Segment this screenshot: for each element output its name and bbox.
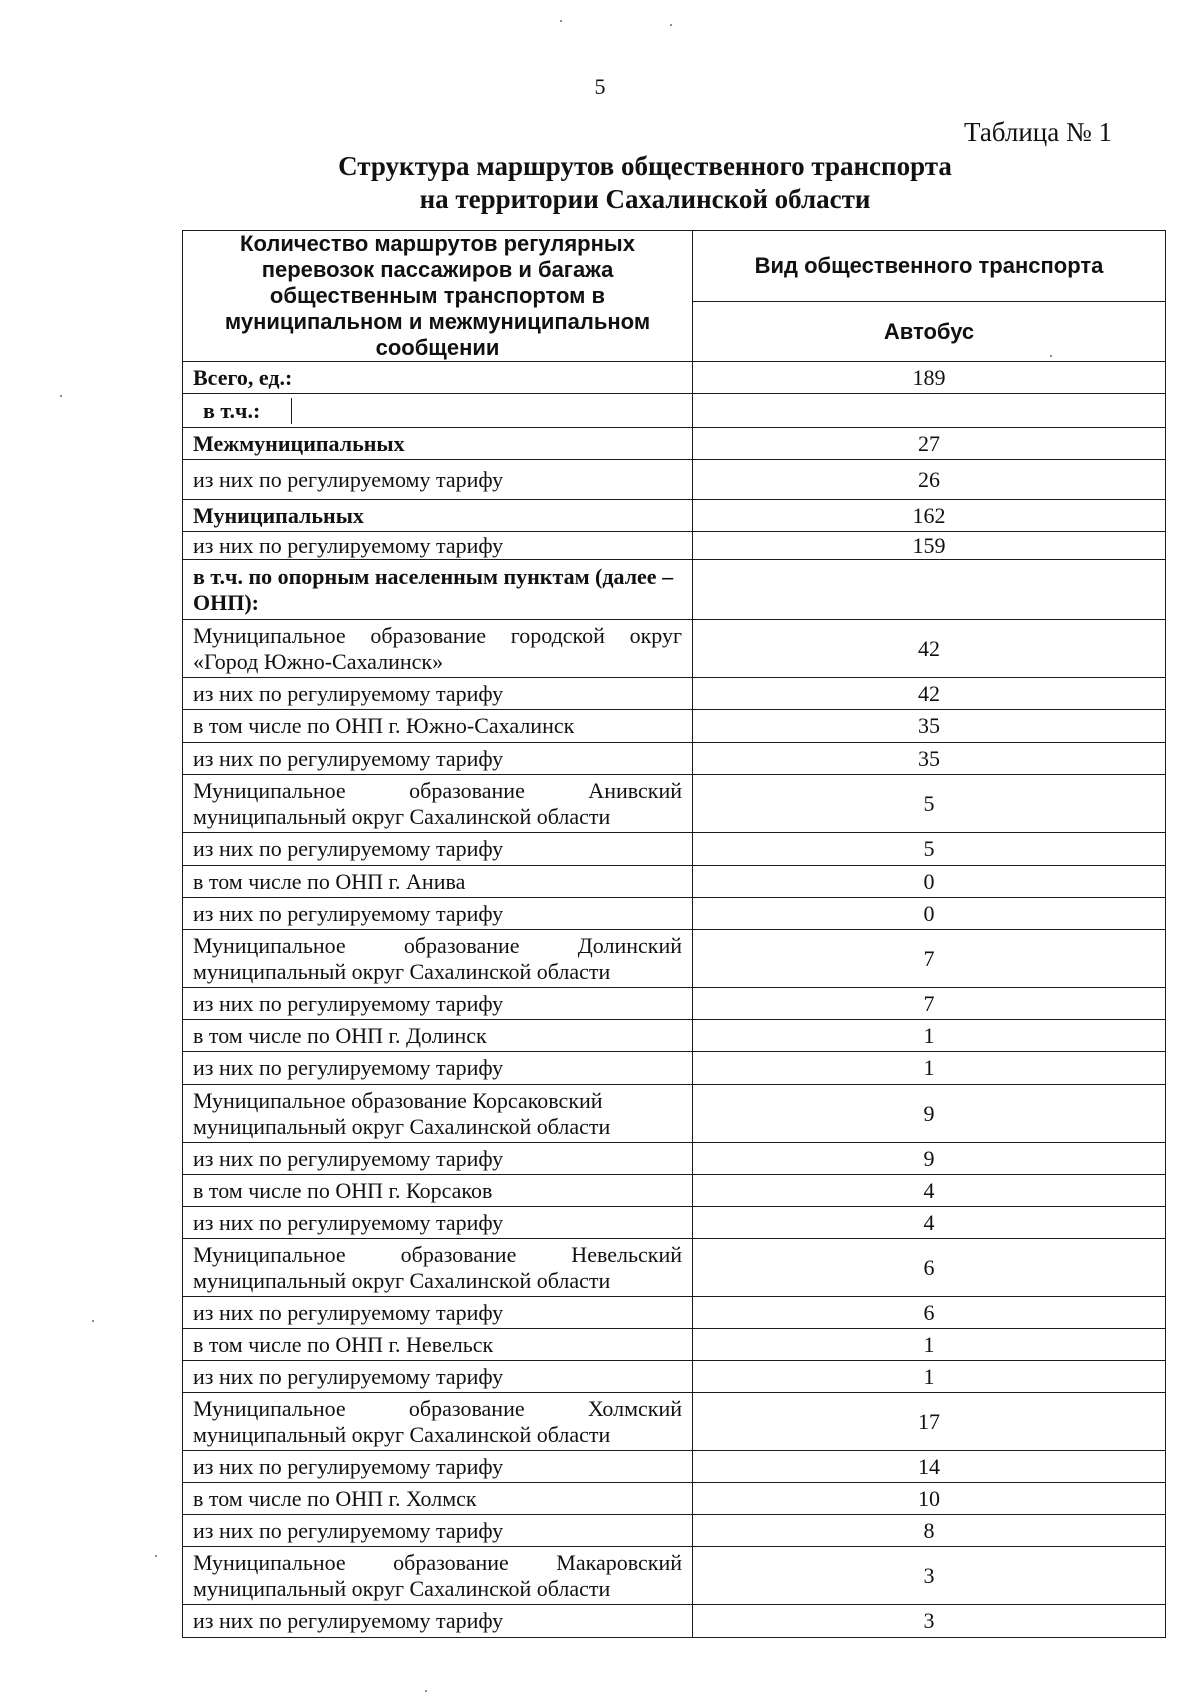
table-row xyxy=(183,678,1166,710)
scan-speck xyxy=(60,395,62,397)
row-label: Муниципальное образование Холмский муниципальный округ Сахалинской области xyxy=(183,1393,693,1451)
table-row xyxy=(183,1175,1166,1207)
row-value: 189 xyxy=(693,362,1166,394)
table-row xyxy=(183,1361,1166,1393)
row-label: из них по регулируемому тарифу xyxy=(183,1052,693,1085)
row-value: 42 xyxy=(693,678,1166,710)
row-label: из них по регулируемому тарифу xyxy=(183,678,693,710)
row-label: из них по регулируемому тарифу xyxy=(183,1605,693,1638)
page-number: 5 xyxy=(594,74,606,99)
row-value: 35 xyxy=(693,710,1166,743)
scan-speck xyxy=(1050,355,1052,357)
row-value: 6 xyxy=(693,1239,1166,1297)
row-value: 5 xyxy=(693,775,1166,833)
row-value xyxy=(693,394,1166,428)
table-row xyxy=(183,460,1166,500)
table-row xyxy=(183,743,1166,775)
row-label: из них по регулируемому тарифу xyxy=(183,1143,693,1175)
table-row xyxy=(183,1020,1166,1052)
row-value: 162 xyxy=(693,500,1166,532)
row-label: в т.ч. по опорным населенным пунктам (далее – ОНП): xyxy=(183,560,693,620)
table-row xyxy=(183,1483,1166,1515)
row-value: 35 xyxy=(693,743,1166,775)
row-value: 9 xyxy=(693,1085,1166,1143)
row-value: 7 xyxy=(693,930,1166,988)
table-row xyxy=(183,1239,1166,1297)
row-label: из них по регулируемому тарифу xyxy=(183,743,693,775)
row-value: 3 xyxy=(693,1547,1166,1605)
row-value: 9 xyxy=(693,1143,1166,1175)
table-row xyxy=(183,428,1166,460)
row-label: в т.ч.: xyxy=(193,398,292,424)
row-label: из них по регулируемому тарифу xyxy=(183,1515,693,1547)
scan-speck xyxy=(560,20,562,22)
table-row xyxy=(183,1515,1166,1547)
routes-table xyxy=(182,230,1166,1638)
scan-speck xyxy=(155,1555,157,1557)
row-value: 14 xyxy=(693,1451,1166,1483)
table-row xyxy=(183,1451,1166,1483)
title-line-2: на территории Сахалинской области xyxy=(419,184,871,214)
row-value xyxy=(693,560,1166,620)
row-label: из них по регулируемому тарифу xyxy=(183,1297,693,1329)
row-value: 3 xyxy=(693,1605,1166,1638)
table-row xyxy=(183,1052,1166,1085)
table-row xyxy=(183,394,1166,428)
table-row xyxy=(183,500,1166,532)
row-label: в том числе по ОНП г. Южно-Сахалинск xyxy=(183,710,693,743)
table-row xyxy=(183,1207,1166,1239)
row-value: 42 xyxy=(693,620,1166,678)
row-label: Муниципальное образование Невельский муниципальный округ Сахалинской области xyxy=(183,1239,693,1297)
row-value: 1 xyxy=(693,1020,1166,1052)
row-label: из них по регулируемому тарифу xyxy=(183,532,693,560)
row-label: Муниципальных xyxy=(183,500,693,532)
row-label: из них по регулируемому тарифу xyxy=(183,1451,693,1483)
row-label: из них по регулируемому тарифу xyxy=(183,460,693,500)
table-row xyxy=(183,1605,1166,1638)
row-label: в том числе по ОНП г. Невельск xyxy=(183,1329,693,1361)
row-label: Межмуниципальных xyxy=(183,428,693,460)
scan-speck xyxy=(670,24,672,26)
table-row xyxy=(183,710,1166,743)
row-label: в том числе по ОНП г. Анива xyxy=(183,866,693,898)
table-row xyxy=(183,560,1166,620)
table-row xyxy=(183,775,1166,833)
header-bus: Автобус xyxy=(693,302,1166,362)
row-label: из них по регулируемому тарифу xyxy=(183,898,693,930)
row-value: 4 xyxy=(693,1207,1166,1239)
row-label: Муниципальное образование Макаровский муниципальный округ Сахалинской области xyxy=(183,1547,693,1605)
row-label: Муниципальное образование Корсаковский муниципальный округ Сахалинской области xyxy=(183,1085,693,1143)
table-label: Таблица № 1 xyxy=(964,117,1112,147)
row-value: 26 xyxy=(693,460,1166,500)
row-value: 159 xyxy=(693,532,1166,560)
table-row xyxy=(183,1085,1166,1143)
row-value: 1 xyxy=(693,1329,1166,1361)
table-row xyxy=(183,1329,1166,1361)
row-label: Муниципальное образование городской округ «Город Южно-Сахалинск» xyxy=(183,620,693,678)
table-row xyxy=(183,1143,1166,1175)
row-label: из них по регулируемому тарифу xyxy=(183,833,693,866)
row-value: 1 xyxy=(693,1361,1166,1393)
table-row xyxy=(183,1297,1166,1329)
row-value: 1 xyxy=(693,1052,1166,1085)
scan-speck xyxy=(92,1320,94,1322)
row-label: в том числе по ОНП г. Долинск xyxy=(183,1020,693,1052)
table-row xyxy=(183,620,1166,678)
table-row xyxy=(183,866,1166,898)
table-row xyxy=(183,1547,1166,1605)
title-line-1: Структура маршрутов общественного транспорта xyxy=(338,151,952,181)
table-row xyxy=(183,532,1166,560)
table-row xyxy=(183,930,1166,988)
row-label: в том числе по ОНП г. Корсаков xyxy=(183,1175,693,1207)
row-label-split xyxy=(183,394,693,428)
row-value: 5 xyxy=(693,833,1166,866)
row-label: из них по регулируемому тарифу xyxy=(183,1361,693,1393)
row-label: Муниципальное образование Анивский муниципальный округ Сахалинской области xyxy=(183,775,693,833)
row-value: 4 xyxy=(693,1175,1166,1207)
row-label: Муниципальное образование Долинский муниципальный округ Сахалинской области xyxy=(183,930,693,988)
row-value: 6 xyxy=(693,1297,1166,1329)
table-row xyxy=(183,833,1166,866)
row-value: 8 xyxy=(693,1515,1166,1547)
row-value: 0 xyxy=(693,898,1166,930)
header-row xyxy=(183,231,1166,302)
header-transport-type: Вид общественного транспорта xyxy=(693,231,1166,302)
row-value: 10 xyxy=(693,1483,1166,1515)
header-quantity-cell: Количество маршрутов регулярных перевозок пассажиров и багажа общественным транспортом в муниципальном и межмуниципальном сообщении xyxy=(183,231,693,362)
row-label: Всего, ед.: xyxy=(183,362,693,394)
row-label: в том числе по ОНП г. Холмск xyxy=(183,1483,693,1515)
table-row xyxy=(183,1393,1166,1451)
row-value: 27 xyxy=(693,428,1166,460)
document-title xyxy=(0,150,1200,216)
row-label: из них по регулируемому тарифу xyxy=(183,988,693,1020)
scan-speck xyxy=(425,1690,427,1692)
row-value: 7 xyxy=(693,988,1166,1020)
row-value: 17 xyxy=(693,1393,1166,1451)
table-row xyxy=(183,898,1166,930)
table-row xyxy=(183,362,1166,394)
table-row xyxy=(183,988,1166,1020)
row-value: 0 xyxy=(693,866,1166,898)
row-label: из них по регулируемому тарифу xyxy=(183,1207,693,1239)
